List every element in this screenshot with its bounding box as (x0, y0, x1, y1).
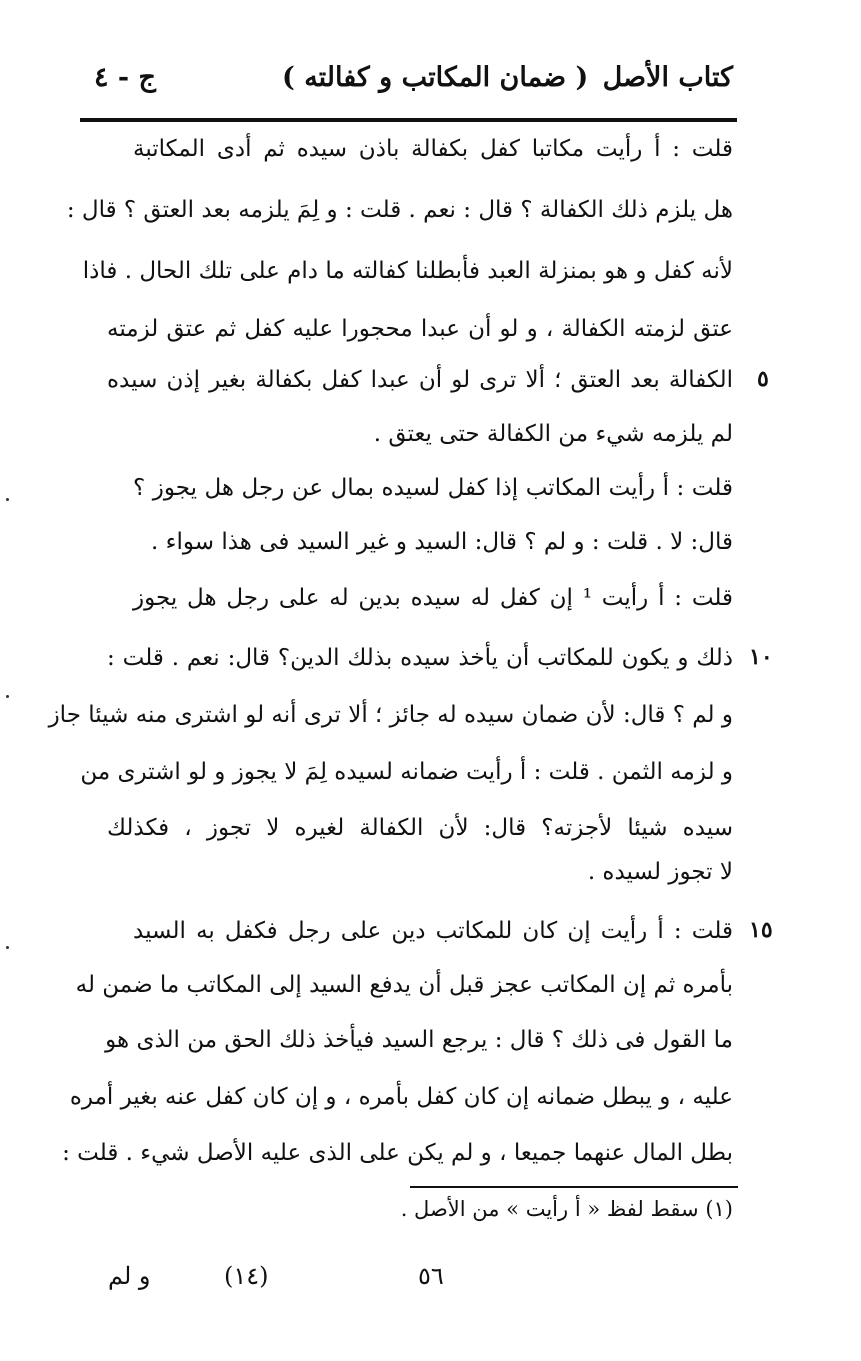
text-line-11: و لم ؟ قال: لأن ضمان سيده له جائز ؛ ألا ترى أنه لو اشترى منه شيئا جاز (48, 702, 733, 728)
text-line-3: لأنه كفل و هو بمنزلة العبد فأبطلنا كفالته ما دام على تلك الحال . فاذا (82, 258, 733, 284)
running-header-chapter-title: ( ضمان المكاتب و كفالته ) (282, 62, 589, 93)
scan-speck (6, 946, 9, 949)
line-number-5: ٥ (757, 366, 769, 392)
footnote-rule (410, 1186, 738, 1188)
text-line-4: عتق لزمته الكفالة ، و لو أن عبدا محجورا عليه كفل ثم عتق لزمته (107, 316, 733, 342)
text-line-18: عليه ، و يبطل ضمانه إن كان كفل بأمره ، و إن كان كفل عنه بغير أمره (69, 1084, 733, 1110)
text-line-2: هل يلزم ذلك الكفالة ؟ قال : نعم . قلت : و لِمَ يلزمه بعد العتق ؟ قال : (66, 197, 733, 223)
signature-mark: (١٤) (224, 1262, 269, 1290)
scan-speck (6, 498, 9, 501)
text-line-10: ذلك و يكون للمكاتب أن يأخذ سيده بذلك الدين؟ قال: نعم . قلت : (107, 645, 733, 671)
text-line-12: و لزمه الثمن . قلت : أ رأيت ضمانه لسيده لِمَ لا يجوز و لو اشترى من (80, 759, 733, 785)
text-line-8: قال: لا . قلت : و لم ؟ قال: السيد و غير السيد فى هذا سواء . (151, 529, 733, 555)
running-header-book-title: كتاب الأصل (602, 62, 733, 93)
text-line-7: قلت : أ رأيت المكاتب إذا كفل لسيده بمال عن رجل هل يجوز ؟ (133, 475, 733, 501)
text-line-14: لا تجوز لسيده . (587, 859, 733, 885)
text-line-16: بأمره ثم إن المكاتب عجز قبل أن يدفع السيد إلى المكاتب ما ضمن له (75, 972, 733, 998)
text-line-13: سيده شيئا لأجزته؟ قال: لأن الكفالة لغيره لا تجوز ، فكذلك (107, 815, 733, 841)
text-line-19: بطل المال عنهما جميعا ، و لم يكن على الذى عليه الأصل شيء . قلت : (62, 1140, 733, 1166)
running-header-volume: ج - ٤ (94, 62, 156, 93)
text-line-9: قلت : أ رأيت ¹ إن كفل له سيده بدين له على رجل هل يجوز (133, 585, 734, 611)
text-line-17: ما القول فى ذلك ؟ قال : يرجع السيد فيأخذ ذلك الحق من الذى هو (105, 1027, 733, 1053)
page-number: ٥٦ (418, 1262, 444, 1290)
text-line-1: قلت : أ رأيت مكاتبا كفل بكفالة باذن سيده ثم أدى المكاتبة (133, 136, 733, 162)
text-line-6: لم يلزمه شيء من الكفالة حتى يعتق . (373, 421, 733, 447)
text-line-5: الكفالة بعد العتق ؛ ألا ترى لو أن عبدا كفل بكفالة بغير إذن سيده (107, 367, 733, 393)
catchword: و لم (108, 1262, 151, 1290)
line-number-10: ١٠ (749, 644, 773, 670)
scan-speck (6, 695, 9, 698)
header-rule (80, 118, 737, 122)
footnote: (١) سقط لفظ « أ رأيت » من الأصل . (400, 1197, 733, 1221)
line-number-15: ١٥ (749, 917, 773, 943)
text-line-15: قلت : أ رأيت إن كان للمكاتب دين على رجل فكفل به السيد (133, 918, 733, 944)
